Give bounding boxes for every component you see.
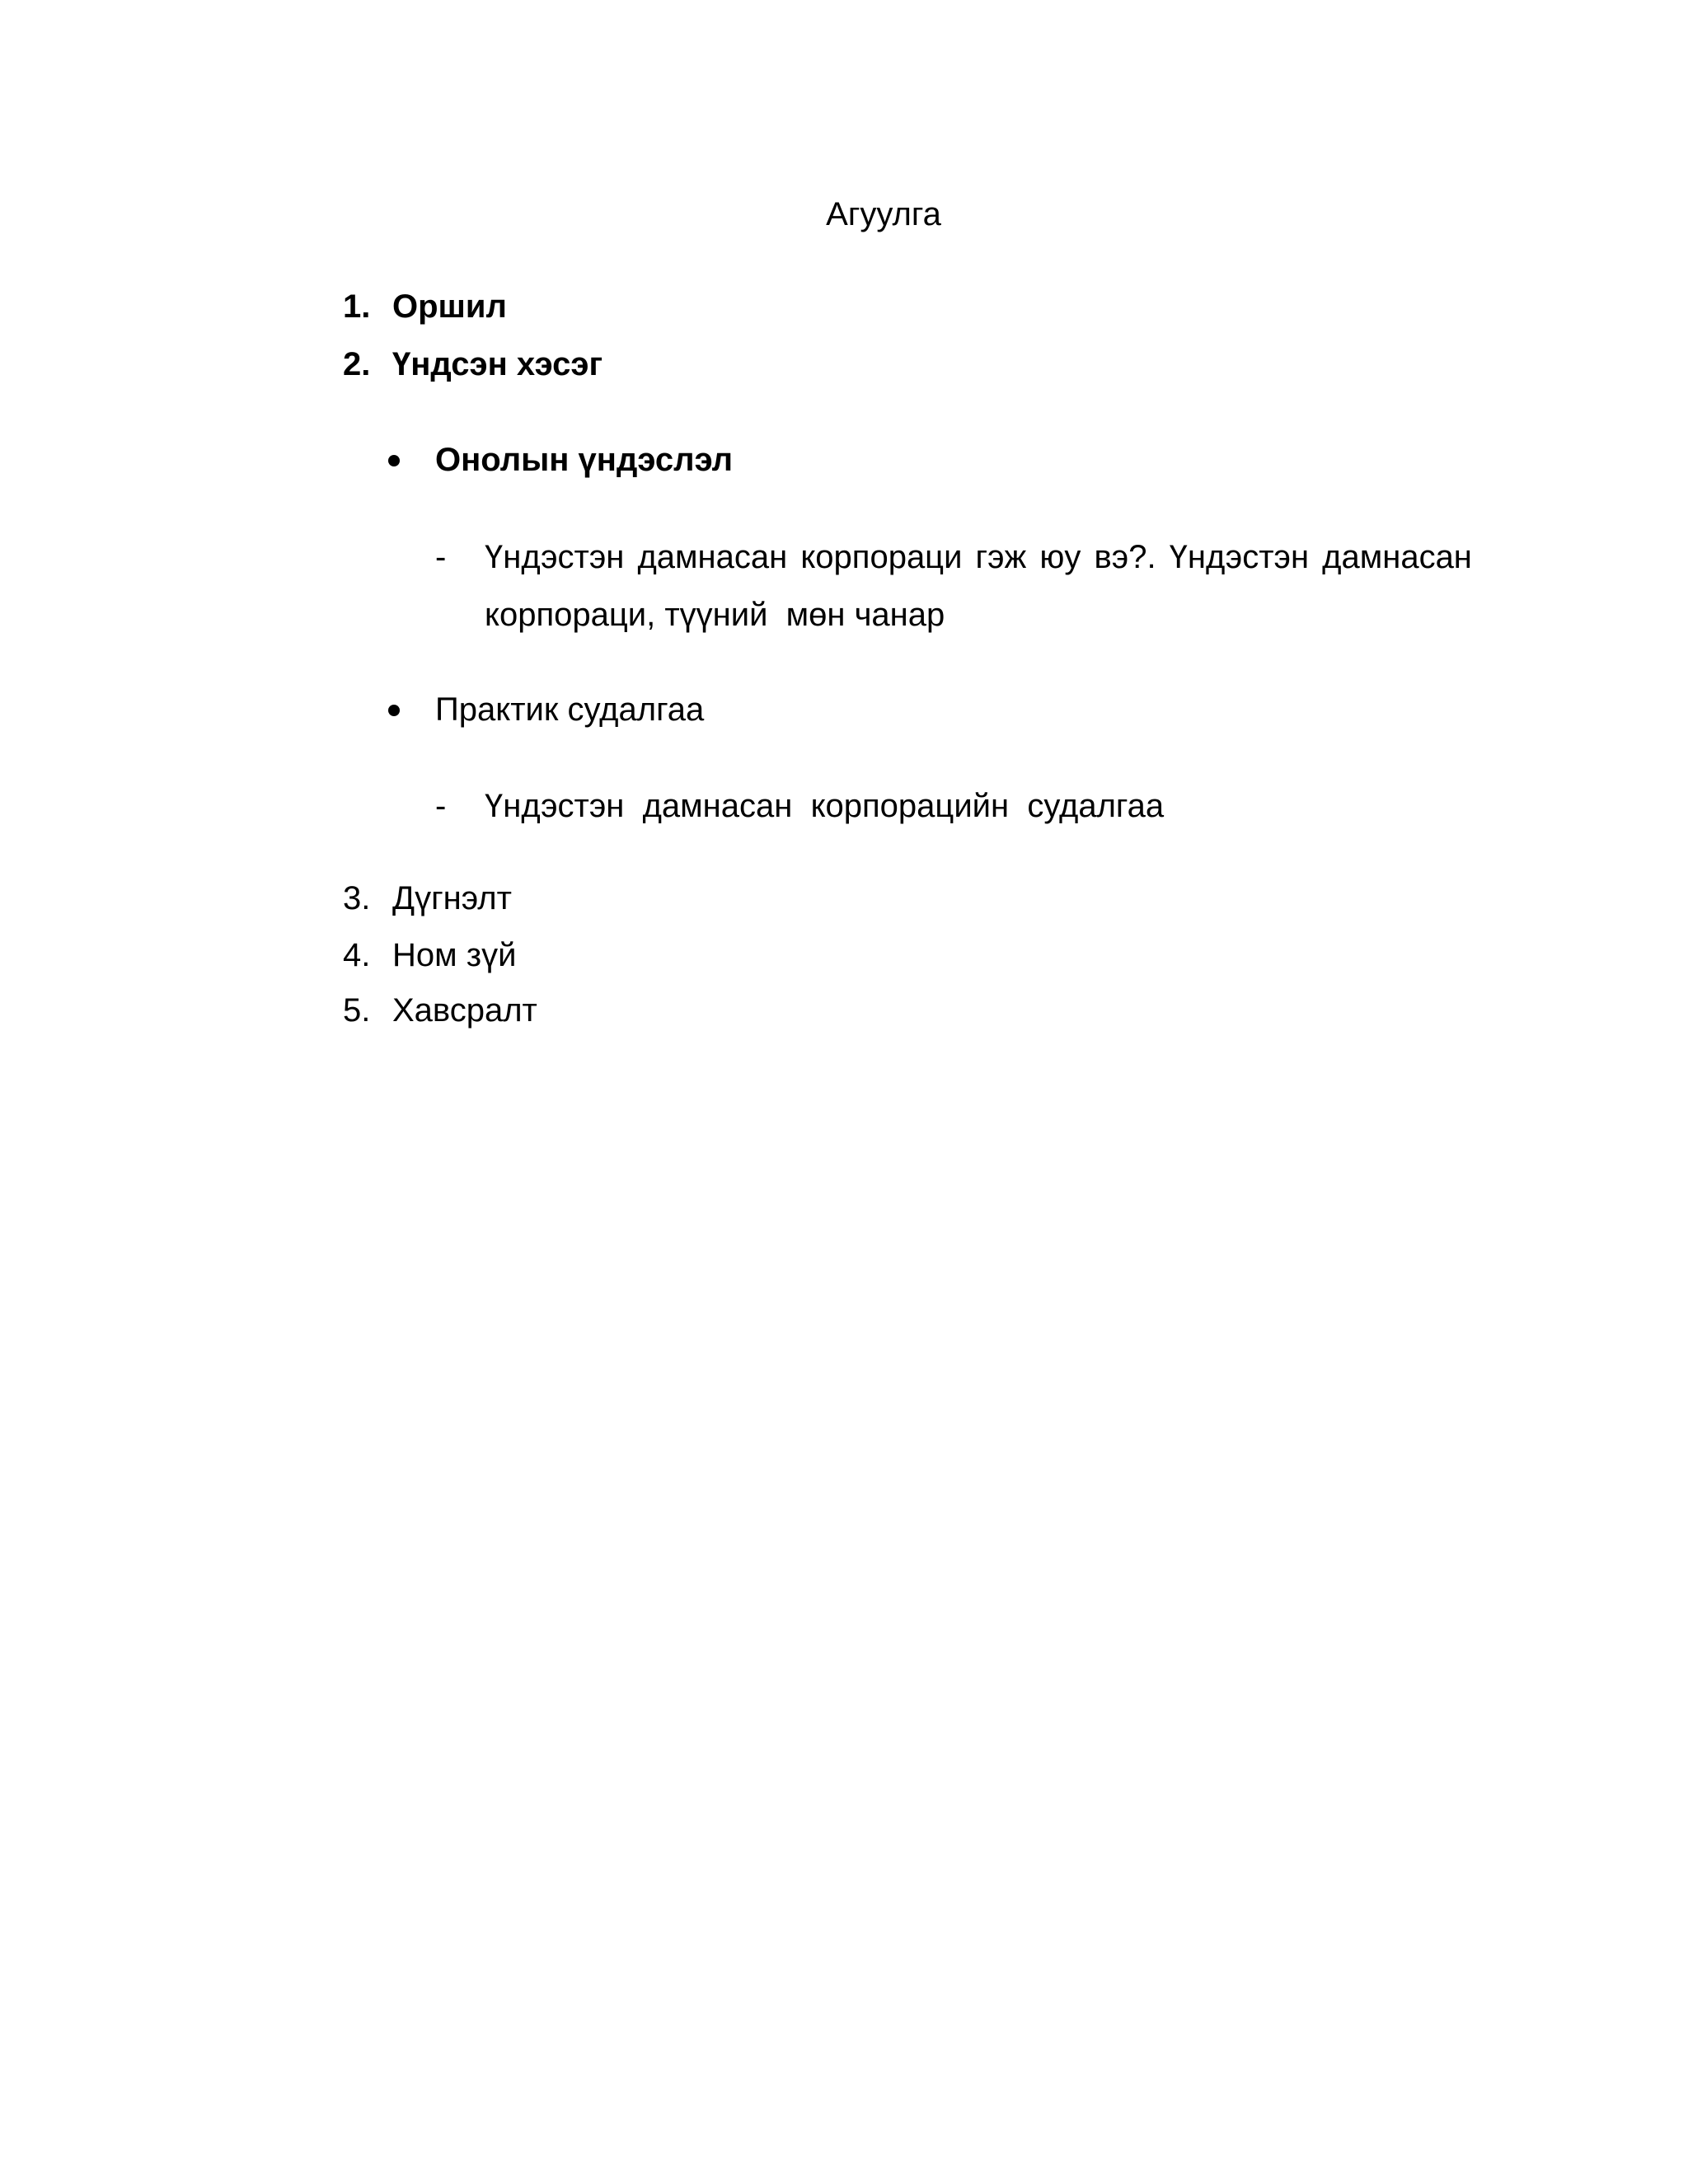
toc-sub-1-detail-line-1 [485,541,1472,574]
word: корпораци [800,539,963,575]
toc-item-2-label: Үндсэн хэсэг [392,346,603,382]
word: дамнасан [1322,539,1472,575]
toc-item-1-number: 1. [343,288,371,325]
page-title: Агуулга [826,196,941,232]
word: дамнасан [637,539,788,575]
toc-item-3-label: Дүгнэлт [392,880,512,916]
toc-sub-1-detail-line-2: корпораци, түүний мөн чанар [485,597,945,633]
word: Үндэстэн [485,539,625,575]
toc-item-4-label: Ном зүй [392,937,517,973]
word: юу [1039,539,1081,575]
toc-item-1-label: Оршил [392,288,507,325]
word: Үндэстэн [1169,539,1310,575]
toc-item-3-number: 3. [343,880,371,916]
bullet-dot-icon [388,455,400,466]
dash-marker: - [435,788,447,824]
toc-item-5-label: Хавсралт [392,992,537,1029]
word: гэж [975,539,1027,575]
toc-item-4-number: 4. [343,937,371,973]
toc-sub-1-label: Онолын үндэслэл [435,442,734,478]
toc-sub-2-detail-line-1: Үндэстэн дамнасан корпорацийн судалгаа [485,788,1165,824]
dash-marker: - [435,539,447,575]
toc-item-2-number: 2. [343,346,371,382]
word: вэ?. [1094,539,1156,575]
toc-sub-2-label: Практик судалгаа [435,691,705,728]
bullet-dot-icon [388,705,400,716]
toc-item-5-number: 5. [343,992,371,1029]
